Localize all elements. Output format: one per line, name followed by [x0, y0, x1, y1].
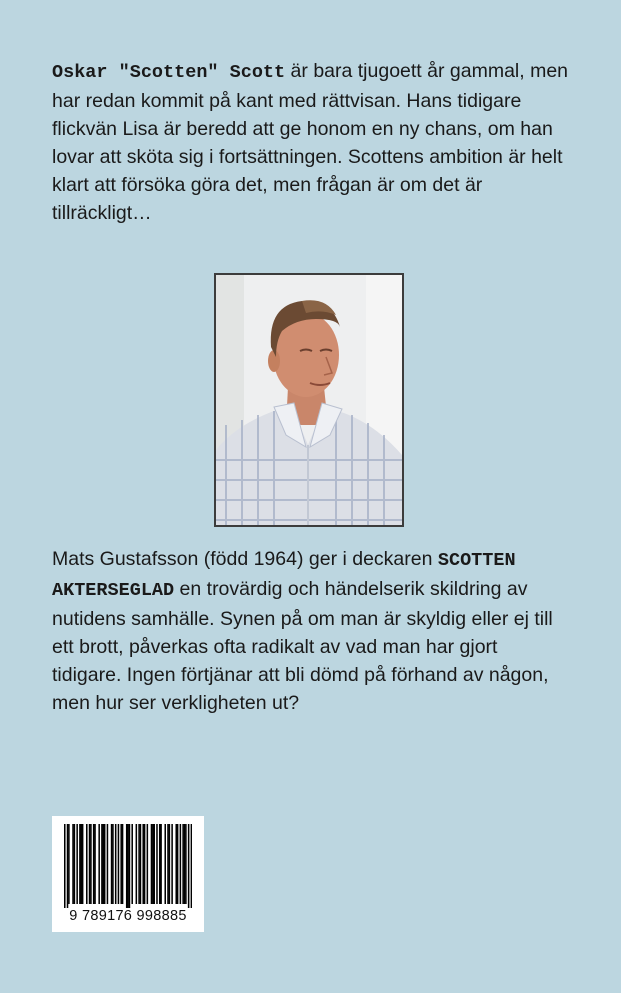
barcode-bar — [68, 824, 70, 904]
barcode-bar — [72, 824, 74, 904]
barcode-bar — [129, 824, 131, 908]
isbn-number: 9 789176 998885 — [69, 908, 187, 924]
barcode-bar — [104, 824, 106, 904]
back-cover-blurb-intro — [52, 57, 572, 227]
barcode-bar — [118, 824, 120, 904]
character-name: Oskar "Scotten" Scott — [52, 62, 286, 83]
blurb-intro-text: är bara tjugoett år gammal, men har redan kommit på kant med rättvisan. Hans tidigare flickvän Lisa är beredd att ge honom en ny chans, om han lovar att sköta sig i fortsättningen. Scottens ambition är helt klart att försöka göra det, men frågan är om det är tillräckligt… — [52, 60, 569, 224]
barcode-bar — [175, 824, 177, 904]
barcode-bar — [111, 824, 113, 904]
barcode-bar — [144, 824, 146, 904]
barcode-bar — [103, 824, 105, 904]
barcode-bar — [67, 824, 69, 908]
book-title: SCOTTEN AKTERSEGLAD — [52, 550, 516, 601]
barcode-bar — [127, 824, 129, 908]
barcode-bar — [182, 824, 184, 904]
barcode-bar — [82, 824, 84, 904]
barcode-bar — [177, 824, 179, 904]
barcode-bar — [107, 824, 109, 904]
barcode-bar — [169, 824, 171, 904]
barcode-bar — [140, 824, 142, 904]
author-intro-text: Mats Gustafsson (född 1964) ger i deckaren — [52, 548, 438, 570]
barcode-bar — [138, 824, 140, 904]
author-blurb-text: en trovärdig och händelserik skildring av nutidens samhälle. Synen på om man är skyldig eller ej till ett brott, påverkas ofta radikalt av vad man har gjort tidigare. Ingen förtjänar att bli dömd på förhand av någon, men hur ser verkligheten ut? — [52, 578, 553, 714]
barcode-bar — [142, 824, 144, 904]
barcode-bars — [64, 824, 192, 908]
barcode-bar — [79, 824, 81, 904]
barcode-bar — [81, 824, 83, 904]
isbn-barcode — [52, 816, 204, 932]
barcode-bar — [115, 824, 117, 904]
barcode-bar — [120, 824, 122, 904]
barcode-bar — [164, 824, 166, 904]
barcode-bar — [152, 824, 154, 904]
barcode-bar — [90, 824, 92, 904]
barcode-bar — [184, 824, 186, 904]
barcode-bar — [112, 824, 114, 904]
barcode-bar — [86, 824, 88, 904]
author-portrait-illustration — [216, 275, 402, 525]
barcode-bar — [156, 824, 158, 904]
barcode-bar — [98, 824, 100, 904]
barcode-bar — [147, 824, 149, 904]
barcode-bar — [167, 824, 169, 904]
barcode-bar — [126, 824, 128, 908]
barcode-bar — [136, 824, 138, 904]
barcode-bar — [101, 824, 103, 904]
barcode-bar — [89, 824, 91, 904]
barcode-bar — [74, 824, 76, 904]
barcode-bar — [185, 824, 187, 904]
barcode-bar — [191, 824, 192, 908]
back-cover-blurb-author — [52, 545, 572, 717]
barcode-bar — [76, 824, 78, 904]
barcode-bar — [180, 824, 182, 904]
barcode-bar — [94, 824, 96, 904]
barcode-bar — [159, 824, 161, 904]
barcode-bar — [64, 824, 66, 908]
barcode-bar — [151, 824, 153, 904]
barcode-bar — [188, 824, 190, 908]
barcode-bar — [131, 824, 133, 904]
barcode-bar — [171, 824, 173, 904]
barcode-bar — [93, 824, 95, 904]
barcode-bar — [122, 824, 124, 904]
barcode-bar — [160, 824, 162, 904]
author-photo — [214, 273, 404, 527]
barcode-bar — [153, 824, 155, 904]
